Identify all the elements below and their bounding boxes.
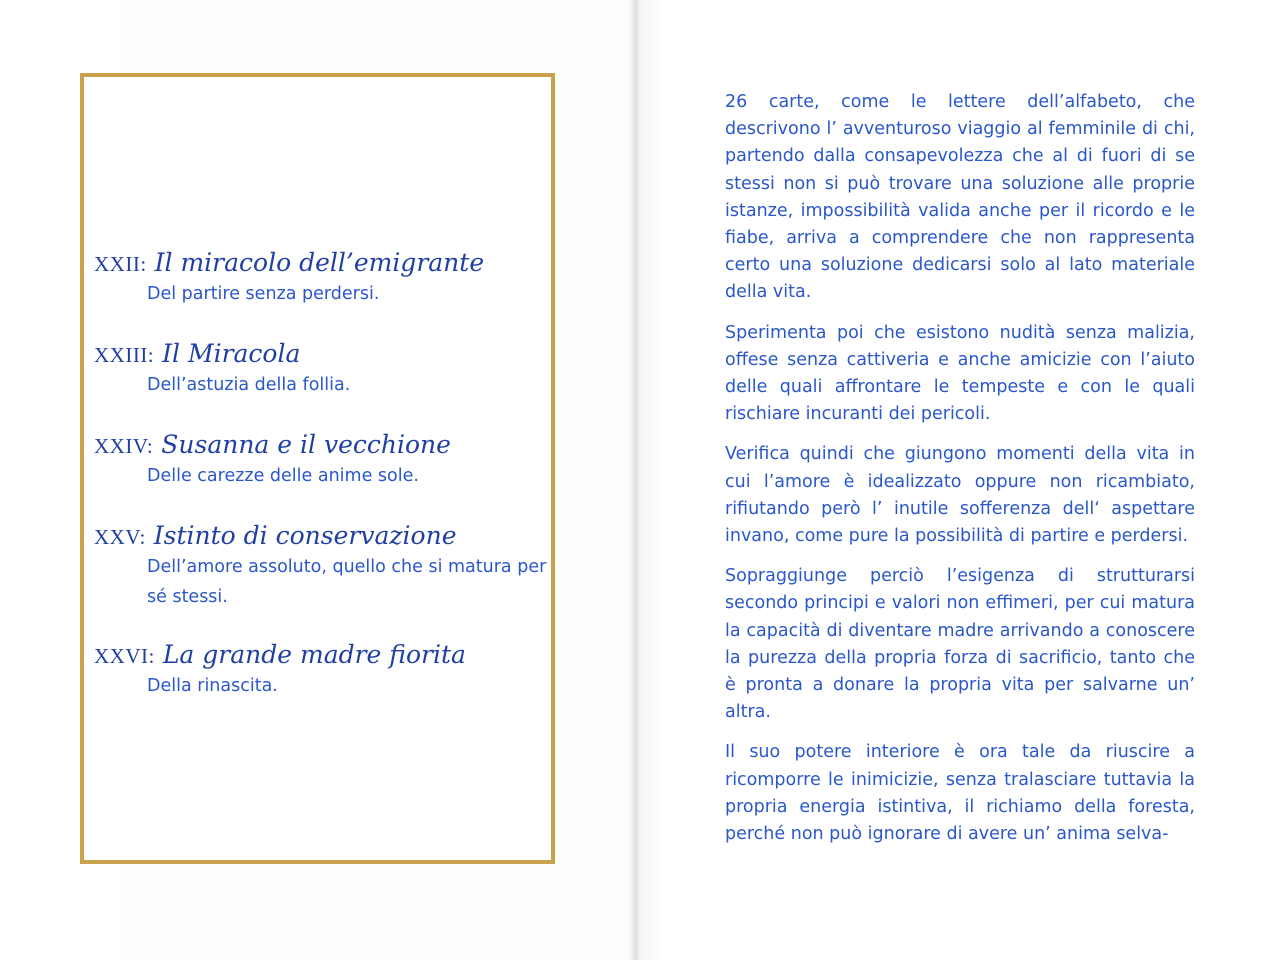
- paragraph: Sopraggiunge perciò l’esigenza di strutturarsi secondo principi e valori non effimeri, per cui matura la capacità di diventare madre arrivando a conoscere la purezza della propria forza di sacrificio, tanto che è pronta a donare la propria vita per salvarne un’ altra.: [725, 566, 1195, 723]
- entry-numeral: XXII:: [94, 252, 147, 276]
- entry-subtitle: Della rinascita.: [147, 676, 278, 696]
- right-page: [636, 0, 1280, 960]
- entry-subtitle: Dell’astuzia della follia.: [147, 375, 351, 395]
- toc-entry-xxv: [94, 521, 564, 612]
- left-page: [0, 0, 636, 960]
- entry-title: Susanna e il vecchione: [161, 430, 451, 459]
- entry-numeral: XXVI:: [94, 644, 155, 668]
- toc-entry-xxii: [94, 248, 564, 309]
- paragraph: Sperimenta poi che esistono nudità senza malizia, offese senza cattiveria e anche amicizie con l’aiuto delle quali affrontare le tempeste e con le quali rischiare incuranti dei pericoli.: [725, 322, 1195, 425]
- entry-subtitle: Dell’amore assoluto, quello che si matura per sé stessi.: [147, 557, 547, 607]
- toc-entry-xxvi: [94, 640, 564, 701]
- paragraph: Verifica quindi che giungono momenti della vita in cui l’amore è idealizzato oppure non ricambiato, rifiutando però l’ inutile sofferenza dell‘ aspettare invano, come pure la possibilità di partire e perdersi.: [725, 444, 1195, 547]
- entry-subtitle: Del partire senza perdersi.: [147, 284, 380, 304]
- entry-numeral: XXV:: [94, 525, 146, 549]
- body-text: [725, 89, 1195, 861]
- entry-subtitle: Delle carezze delle anime sole.: [147, 466, 419, 486]
- toc-entry-xxiii: [94, 339, 564, 400]
- entry-numeral: XXIV:: [94, 434, 154, 458]
- entry-title: Istinto di conservazione: [153, 521, 457, 550]
- entry-title: Il Miracola: [162, 339, 301, 368]
- entry-title: La grande madre fiorita: [162, 640, 466, 669]
- toc-entry-xxiv: [94, 430, 564, 491]
- paragraph: Il suo potere interiore è ora tale da riuscire a ricomporre le inimicizie, senza tralasciare tuttavia la propria energia istintiva, il richiamo della foresta, perché non può ignorare di avere un’ anima selva-: [725, 742, 1195, 845]
- paragraph: 26 carte, come le lettere dell’alfabeto, che descrivono l’ avventuroso viaggio al femminile di chi, partendo dalla consapevolezza che al di fuori di se stessi non si può trovare una soluzione alle proprie istanze, impossibilità valida anche per il ricordo e le fiabe, arriva a comprendere che non rappresenta certo una soluzione dedicarsi solo al lato materiale della vita.: [725, 92, 1195, 303]
- entry-numeral: XXIII:: [94, 343, 155, 367]
- entry-title: Il miracolo dell’emigrante: [154, 248, 485, 277]
